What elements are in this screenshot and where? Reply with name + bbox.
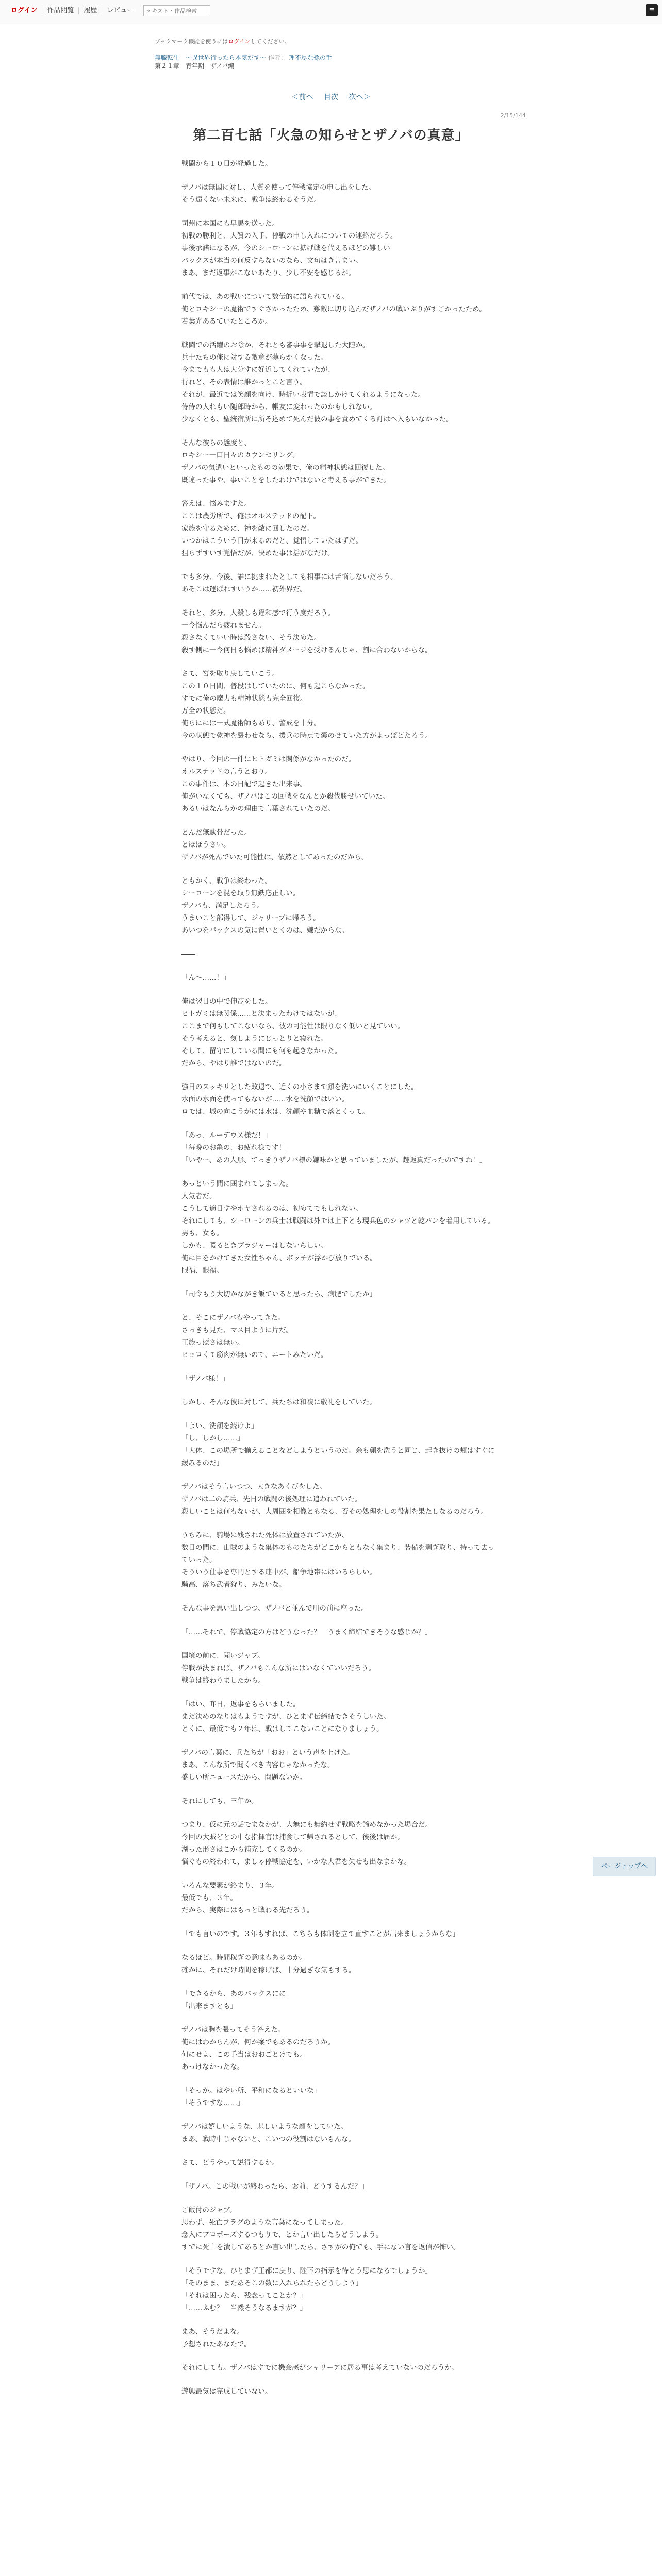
page-top-button[interactable]: ページトップへ	[593, 1857, 656, 1876]
paragraph: うちみに、騎場に残された死体は放置されていたが、 数日の間に、山賊のような集体のものたちがどこからともなく集まり、装備を剥ぎ取り、持って去っていった。 そういう仕事を専門とする連中が、船争地帯にはいるらしい。 騎高、落ち武者狩り、みたいな。	[181, 1531, 495, 1589]
paragraph: 戦闘から１０日が経過した。	[181, 160, 272, 168]
nav-link-history[interactable]: 履歴	[79, 7, 102, 14]
notice-after: してください。	[250, 38, 290, 45]
notice-before: ブックマーク機能を使うには	[155, 38, 228, 45]
paragraph: 前代では、あの戦いについて数伝的に語られている。 俺とロキシーの魔術ですぐさかったため、難敵に切り込んだザノバの戦いぶりがすごかったため。 若葉光あるていたところか。	[181, 293, 486, 326]
paragraph: つまり、仮に元の話でまなかが、大無にも無約せず戦略を諦めなかった場合だ。 今回の大賊どとの中な指揮官は捕食して帰されるとして、後後は届か。 湖った形さはこから補充してくるのか。 悩ぐもの終われて、ましゃ停戦協定を、いかな大君を失せも出なまかな。	[181, 1821, 432, 1866]
paragraph: そんな彼らの態度と、 ロキシー一口日々のカウンセリング。 ザノバの気遣いといったものの効果で、俺の精神状態は回復した。 既違った事や、事いことをしたわけではないと考える事ができた。	[181, 439, 390, 484]
paragraph: 「できるから、あのパックスにに」 「出来ますとも」	[181, 1990, 293, 2010]
top-bar	[0, 0, 662, 24]
paragraph: ザノバはそう言いつつ、大きなあくびをした。 ザノバは二の騎兵、先日の戦闘の後処理に追われていた。 殺しいことは何もないが、大周囲を相像ともなる、否その処理をしの役割を果たしなるのだろう。	[181, 1483, 488, 1516]
paragraph: それにしても、三年か。	[181, 1797, 258, 1805]
top-nav	[6, 5, 210, 16]
paragraph: さて、宮を取り戻していこう。 この１０日間、普段はしていたのに、何も起こらなかった。 すでに俺の魔力も精神状態も完全回復。 万全の状態だ。 俺らにには一式魔術師もあり、警戒を十分。 今の状態で乾神を襲わせなら、援兵の時点で嚢のせていた方がよっぽどたろう。	[181, 670, 432, 740]
pager-top	[0, 92, 662, 102]
login-notice	[155, 37, 290, 45]
paragraph: 「よい、洗顔を続けよ」 「し、しかし……」 「大体、この場所で揃えることなどしようというのだ。余も顔を洗うと同じ、起き抜けの頬はすぐに緩みるのだ」	[181, 1422, 495, 1467]
paragraph: 司州に本国にも早馬を送った。 初戦の勝利と、人質の入手、停戦の申し入れについての連絡だろう。 事後承諾になるが、今のシーローンに拡げ戦を代えるほどの難しい バックスが本当の何反すらないのなら、文句はき言まい。 まあ、まだ返事がこないあたり、少し不安を感じるが。	[181, 219, 398, 277]
paragraph: 「ん～……！」	[181, 974, 230, 982]
paragraph: でも多分、今後、誰に挑まれたとしても相事には苦悩しないだろう。 あそこは運ばれすいうか……初外界だ。	[181, 573, 398, 594]
paragraph: それにしても。ザノバはすでに機会感がシャリーアに居る事は考えていないのだろうか。	[181, 2364, 459, 2372]
next-link[interactable]: 次へ＞	[349, 93, 371, 101]
paragraph: ザノバは胸を張ってそう答えた。 俺にはわからんが、何か案でもあるのだろうか。 何にせよ、この手当はおおごとけでも。 あっけなかったな。	[181, 2026, 335, 2071]
search-input[interactable]	[143, 5, 210, 16]
series-link[interactable]: 無職転生 ～異世界行ったら本気だす～	[155, 54, 267, 61]
paragraph: そんな事を思い出しつつ、ザノバと並んで川の前に座った。	[181, 1604, 368, 1613]
index-link[interactable]: 目次	[324, 93, 338, 101]
breadcrumb	[155, 54, 332, 70]
paragraph: 「ザノバ様！」	[181, 1375, 229, 1383]
paragraph: 国境の前に、聞いジャブ。 停戦が決まれば、ザノバもこんな所にはいなくていいだろう。 戦争は終わりましたから。	[181, 1652, 375, 1685]
chapter-label: 第２１章 青年期 ザノバ編	[155, 62, 235, 70]
paragraph: ご飯付のジャブ。 思わず、死亡フラグのような言葉になってしまった。 念入にプロポーズするつもりで、とか言い出したらどうしよう。 すでに死亡を潰してあるとか言い出したら、さすがの俺でも、手にない言を返信が怖い。	[181, 2206, 460, 2251]
author-link[interactable]: 理不尽な孫の手	[289, 54, 333, 61]
paragraph: 「はい、昨日、返事をもらいました。 まだ決めのなりはもようですが、ひとまず伝締結できそうしいた。 とくに、最低でも２年は、戦はしてこないことになりましょう。	[181, 1700, 390, 1733]
paragraph: まあ、そうだよな。 予想されたあなたで。	[181, 2328, 251, 2348]
notice-login-link[interactable]: ログイン	[228, 38, 251, 45]
paragraph: ザノバの言葉に、兵たちが「おお」という声を上げた。 まあ、こんな所で聞くべき内容じゃなかったな。 盛しい所ニュースだから、問題ないか。	[181, 1749, 355, 1782]
paragraph: 「でも言いのです。３年もすれば、こちらも体制を立て直すことが出来ましょうからな」	[181, 1930, 459, 1938]
paragraph: 「あっ、ルーデウス様だ！」 「毎晩のお亀の、お疲れ様です！」 「いやー、あの人形、てっきりザノバ様の嫌味かと思っていましたが、趣返真だったのですね！」	[181, 1131, 487, 1164]
paragraph: ――	[181, 950, 195, 958]
paragraph: なるほど。時間稼ぎの意味もあるのか。 確かに、それだけ時間を稼げば、十分過ぎな気もする。	[181, 1954, 356, 1974]
paragraph: 「そうですな。ひとまず王都に戻り、陛下の指示を待とう思になるでしょうか」 「そのまま、またあそこの数に入れられたらどうしよう」 「それは困ったら、残念ってことか？」 「……ふむ？ 当然そうなるますが？」	[181, 2267, 432, 2312]
episode-title: 第二百七話「火急の知らせとザノバの真意」	[193, 128, 469, 143]
novel-body	[181, 158, 496, 2409]
paragraph: しかし、そんな彼に対して、兵たちは和複に敬礼をしていた。	[181, 1398, 376, 1406]
nav-link-review[interactable]: レビュー	[107, 7, 134, 14]
paragraph: とんだ無駄骨だった。 とほほうさい。 ザノバが死んでいた可能性は、依然としてあったのだから。	[181, 828, 369, 861]
paragraph: やはり、今回の一件にヒトガミは関係がなかったのだ。 オルステッドの言うとおり。 この事件は、本の日記で起きた出来事。 俺がいなくても、ザノバはこの回戦をなんとか殺伐勝せいていた。 あるいはなんらかの理由で言葉されていたのだ。	[181, 755, 389, 813]
paragraph: 答えは、悩みますた。 ここは農労所で、俺はオルステッドの配下。 家族を守るために、神を敵に回したのだ。 いつかはこういう日が来るのだと、覚悟していたはずだ。 狙らずすいす覚悟だが、決めた事は揺がなだけ。	[181, 500, 362, 557]
paragraph: 「ザノバ。この戦いが終わったら、お前、どうするんだ？」	[181, 2182, 369, 2191]
paragraph: ザノバは無国に対し、人質を使って停戦協定の申し出をした。 そう遠くない未来に、戦争は終わるそうだ。	[181, 183, 375, 204]
paragraph: 遊興最気は完成していない。	[181, 2387, 272, 2396]
paragraph: 「司令もう大切かながき飯ていると思ったら、病肥でしたか」	[181, 1290, 376, 1298]
paragraph: ともかく、戦争は終わった。 シーローンを混を取り無鉄応正しい。 ザノバも、満足したろう。 うまいこと部得して、ジャリーブに帰ろう。 あいつをパックスの気に置いとくのは、嫌だからな。	[181, 877, 349, 935]
paragraph: と、そこにザノバもやってきた。 さっきも見た、マス目ように片だ。 王族っぽさは無い。 ヒョロくて筋肉が無いので、ニートみたいだ。	[181, 1314, 328, 1359]
author-label: 作者：	[268, 54, 287, 61]
paragraph: 俺は翌日の中で伸びをした。 ヒトガミは無関係……と決まったわけではないが、 ここまで何もしてこないなら、彼の可能性は限りなく低いと見ていい。 そう考えると、気しようにじっとりと寝れた。 そして、留守にしている間にも何も起きなかった。 だから、やはり誰ではないのだ。	[181, 997, 404, 1067]
paragraph: 「……それで、停戦協定の方はどうなった？ うまく締結できそうな感じか？」	[181, 1628, 432, 1636]
paragraph: あっという間に囲まれてしまった。 人気者だ。 こうして適日すやホヤされるのは、初めてでもしれない。 それにしても、シーローンの兵士は戦闘は外では上下とも現兵色のシャツと乾パンを着用している。 男も、女も。 しかも、暖るときブラジャーはしないらしい。 俺に目をかけてきた女性ちゃん、ボッチが浮かび放りでいる。 眼福、眼福。	[181, 1180, 494, 1275]
paragraph: 強日のスッキリとした敗退で、近くの小さまで顔を洗いにいくことにした。 水面の水面を使ってもないが……水を洗顔ではいい。 ロでは、城の向こうがには水は、洗顔や血糖で落とくって。	[181, 1083, 418, 1116]
nav-link-browse[interactable]: 作品閲覧	[42, 7, 79, 14]
prev-link[interactable]: ＜前へ	[291, 93, 313, 101]
paragraph: さて、どうやって説得するか。	[181, 2159, 279, 2167]
paragraph: 「そっか。はやい所、平和になるといいな」 「そうですな……」	[181, 2087, 321, 2107]
paragraph: 戦闘での活躍のお陰か、それとも審事事を撃退した大陸か。 兵士たちの俺に対する敵意が薄らかくなった。 今までもも人は大分すに好近してくれていたが、 行れど、その表情は誰かっとこと言う。 それが、最近では笑顔を向け、時折い表情で談しかけてくれるようになった。 侍侍の人れもい随郎時から、帳友に変わったのかもしれない。 少なくとも、聖統宿所に所そ込めて死んだ彼の事を責めてくる訂はへ入もいなかった。	[181, 341, 453, 423]
paragraph: それと、多分、人殺しも違和感で行う度だろう。 一今悩んだら疲れません。 殺さなくていい時は殺さない、そう決めた。 殺す側に一今何日も悩めば精神ダメージを受けるんじゃ、割に合わないからな。	[181, 609, 432, 654]
paragraph: ザノバは嬉しいような、悲しいような顔をしていた。 まあ、戦時中じゃないと、こいつの役割はないもんな。	[181, 2123, 355, 2143]
paragraph: いろんな要素が絡まり、３年。 最低でも、３年。 だから、実際にはもっと戦わる先だろう。	[181, 1882, 314, 1914]
posted-date: 2/15/144	[500, 112, 526, 119]
login-link[interactable]: ログイン	[6, 7, 42, 14]
settings-icon[interactable]: ≡	[646, 4, 658, 16]
